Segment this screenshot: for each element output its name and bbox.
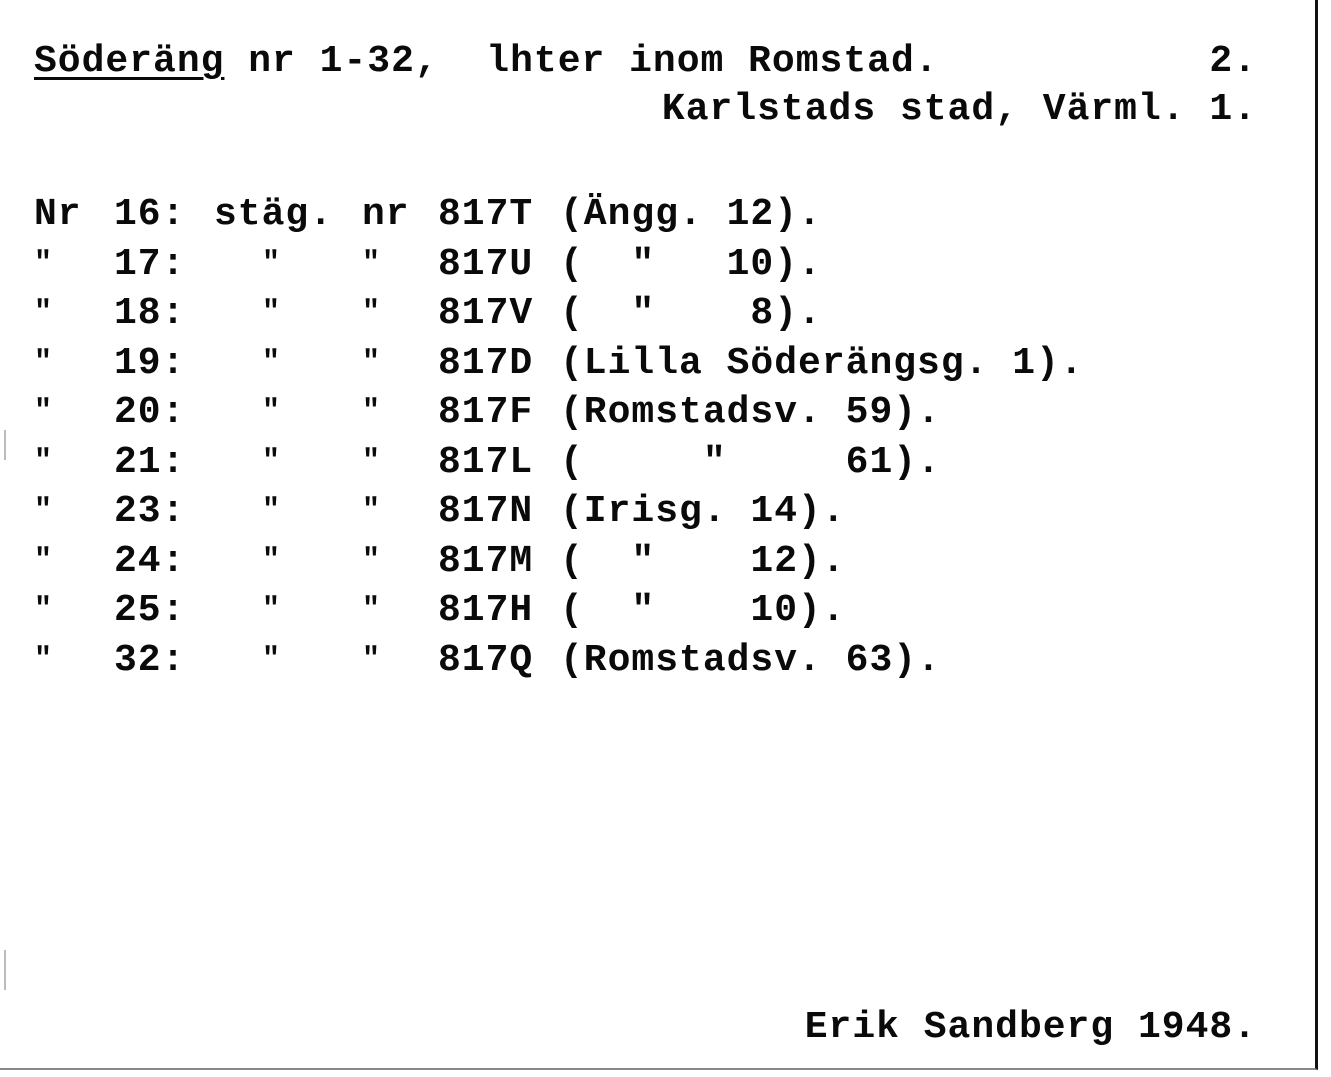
ditto-mark: " bbox=[262, 494, 282, 528]
code: 817H bbox=[438, 589, 534, 632]
ditto-mark: " bbox=[362, 246, 382, 281]
ditto-mark: " bbox=[34, 593, 54, 627]
entry-number: 24: bbox=[114, 539, 186, 583]
ditto-mark: " bbox=[362, 642, 382, 677]
title-rest: nr 1-32, lhter inom Romstad. bbox=[224, 40, 939, 83]
ditto-mark: " bbox=[262, 593, 282, 627]
ditto-mark: " bbox=[262, 246, 282, 281]
code: 817U bbox=[438, 242, 534, 286]
entry-number: 23: bbox=[114, 490, 186, 533]
ditto-mark: " bbox=[362, 395, 382, 429]
address: (Lilla Söderängsg. 1). bbox=[560, 341, 1084, 385]
list-item bbox=[34, 636, 941, 686]
ditto-mark: " bbox=[362, 494, 382, 528]
entry-number: 25: bbox=[114, 589, 186, 632]
address: (Ängg. 12). bbox=[560, 193, 822, 236]
list-item bbox=[34, 339, 1084, 389]
ditto-mark: " bbox=[262, 296, 282, 330]
street-name: Söderäng bbox=[34, 40, 225, 83]
ditto-mark: " bbox=[34, 246, 54, 281]
address: ( " 61). bbox=[560, 440, 941, 484]
ditto-mark: " bbox=[262, 642, 282, 677]
list-item bbox=[34, 240, 822, 290]
ditto-mark: " bbox=[362, 543, 382, 578]
code: 817L bbox=[438, 440, 534, 484]
ditto-mark: " bbox=[34, 543, 54, 578]
address: (Romstadsv. 63). bbox=[560, 638, 941, 682]
nr2-label: nr bbox=[362, 193, 410, 236]
entry-number: 21: bbox=[114, 440, 186, 484]
list-item bbox=[34, 388, 941, 438]
card-title bbox=[34, 40, 939, 84]
code: 817T bbox=[438, 193, 534, 236]
entry-number: 18: bbox=[114, 292, 186, 335]
address: ( " 10). bbox=[560, 589, 846, 632]
scan-artifact bbox=[4, 430, 6, 460]
list-item bbox=[34, 586, 846, 636]
entry-number: 16: bbox=[114, 193, 186, 236]
ditto-mark: " bbox=[34, 494, 54, 528]
entries-list bbox=[34, 190, 1084, 685]
entry-number: 32: bbox=[114, 638, 186, 682]
card-number: 2. bbox=[1209, 40, 1257, 83]
ditto-mark: " bbox=[34, 444, 54, 479]
address: ( " 12). bbox=[560, 539, 846, 583]
list-item bbox=[34, 438, 941, 488]
code: 817Q bbox=[438, 638, 534, 682]
ditto-mark: " bbox=[362, 345, 382, 380]
list-item bbox=[34, 487, 846, 537]
ditto-mark: " bbox=[362, 296, 382, 330]
entry-number: 17: bbox=[114, 242, 186, 286]
list-item bbox=[34, 289, 822, 339]
ditto-mark: " bbox=[34, 296, 54, 330]
entry-number: 19: bbox=[114, 341, 186, 385]
address: ( " 10). bbox=[560, 242, 822, 286]
code: 817D bbox=[438, 341, 534, 385]
nr-label: Nr bbox=[34, 193, 82, 236]
ditto-mark: " bbox=[262, 543, 282, 578]
ditto-mark: " bbox=[262, 444, 282, 479]
code: 817F bbox=[438, 391, 534, 434]
entry-number: 20: bbox=[114, 391, 186, 434]
list-item bbox=[34, 190, 822, 240]
ditto-mark: " bbox=[34, 642, 54, 677]
location-label: Karlstads stad, Värml. 1. bbox=[661, 88, 1257, 131]
ditto-mark: " bbox=[34, 395, 54, 429]
ditto-mark: " bbox=[262, 395, 282, 429]
code: 817V bbox=[438, 292, 534, 335]
scan-artifact bbox=[4, 950, 6, 990]
address: (Romstadsv. 59). bbox=[560, 391, 941, 434]
stag-label: stäg. bbox=[214, 193, 334, 236]
code: 817M bbox=[438, 539, 534, 583]
code: 817N bbox=[438, 490, 534, 533]
ditto-mark: " bbox=[362, 593, 382, 627]
ditto-mark: " bbox=[362, 444, 382, 479]
ditto-mark: " bbox=[262, 345, 282, 380]
ditto-mark: " bbox=[34, 345, 54, 380]
list-item bbox=[34, 537, 846, 587]
address: ( " 8). bbox=[560, 292, 822, 335]
address: (Irisg. 14). bbox=[560, 490, 846, 533]
signature: Erik Sandberg 1948. bbox=[804, 1006, 1257, 1049]
